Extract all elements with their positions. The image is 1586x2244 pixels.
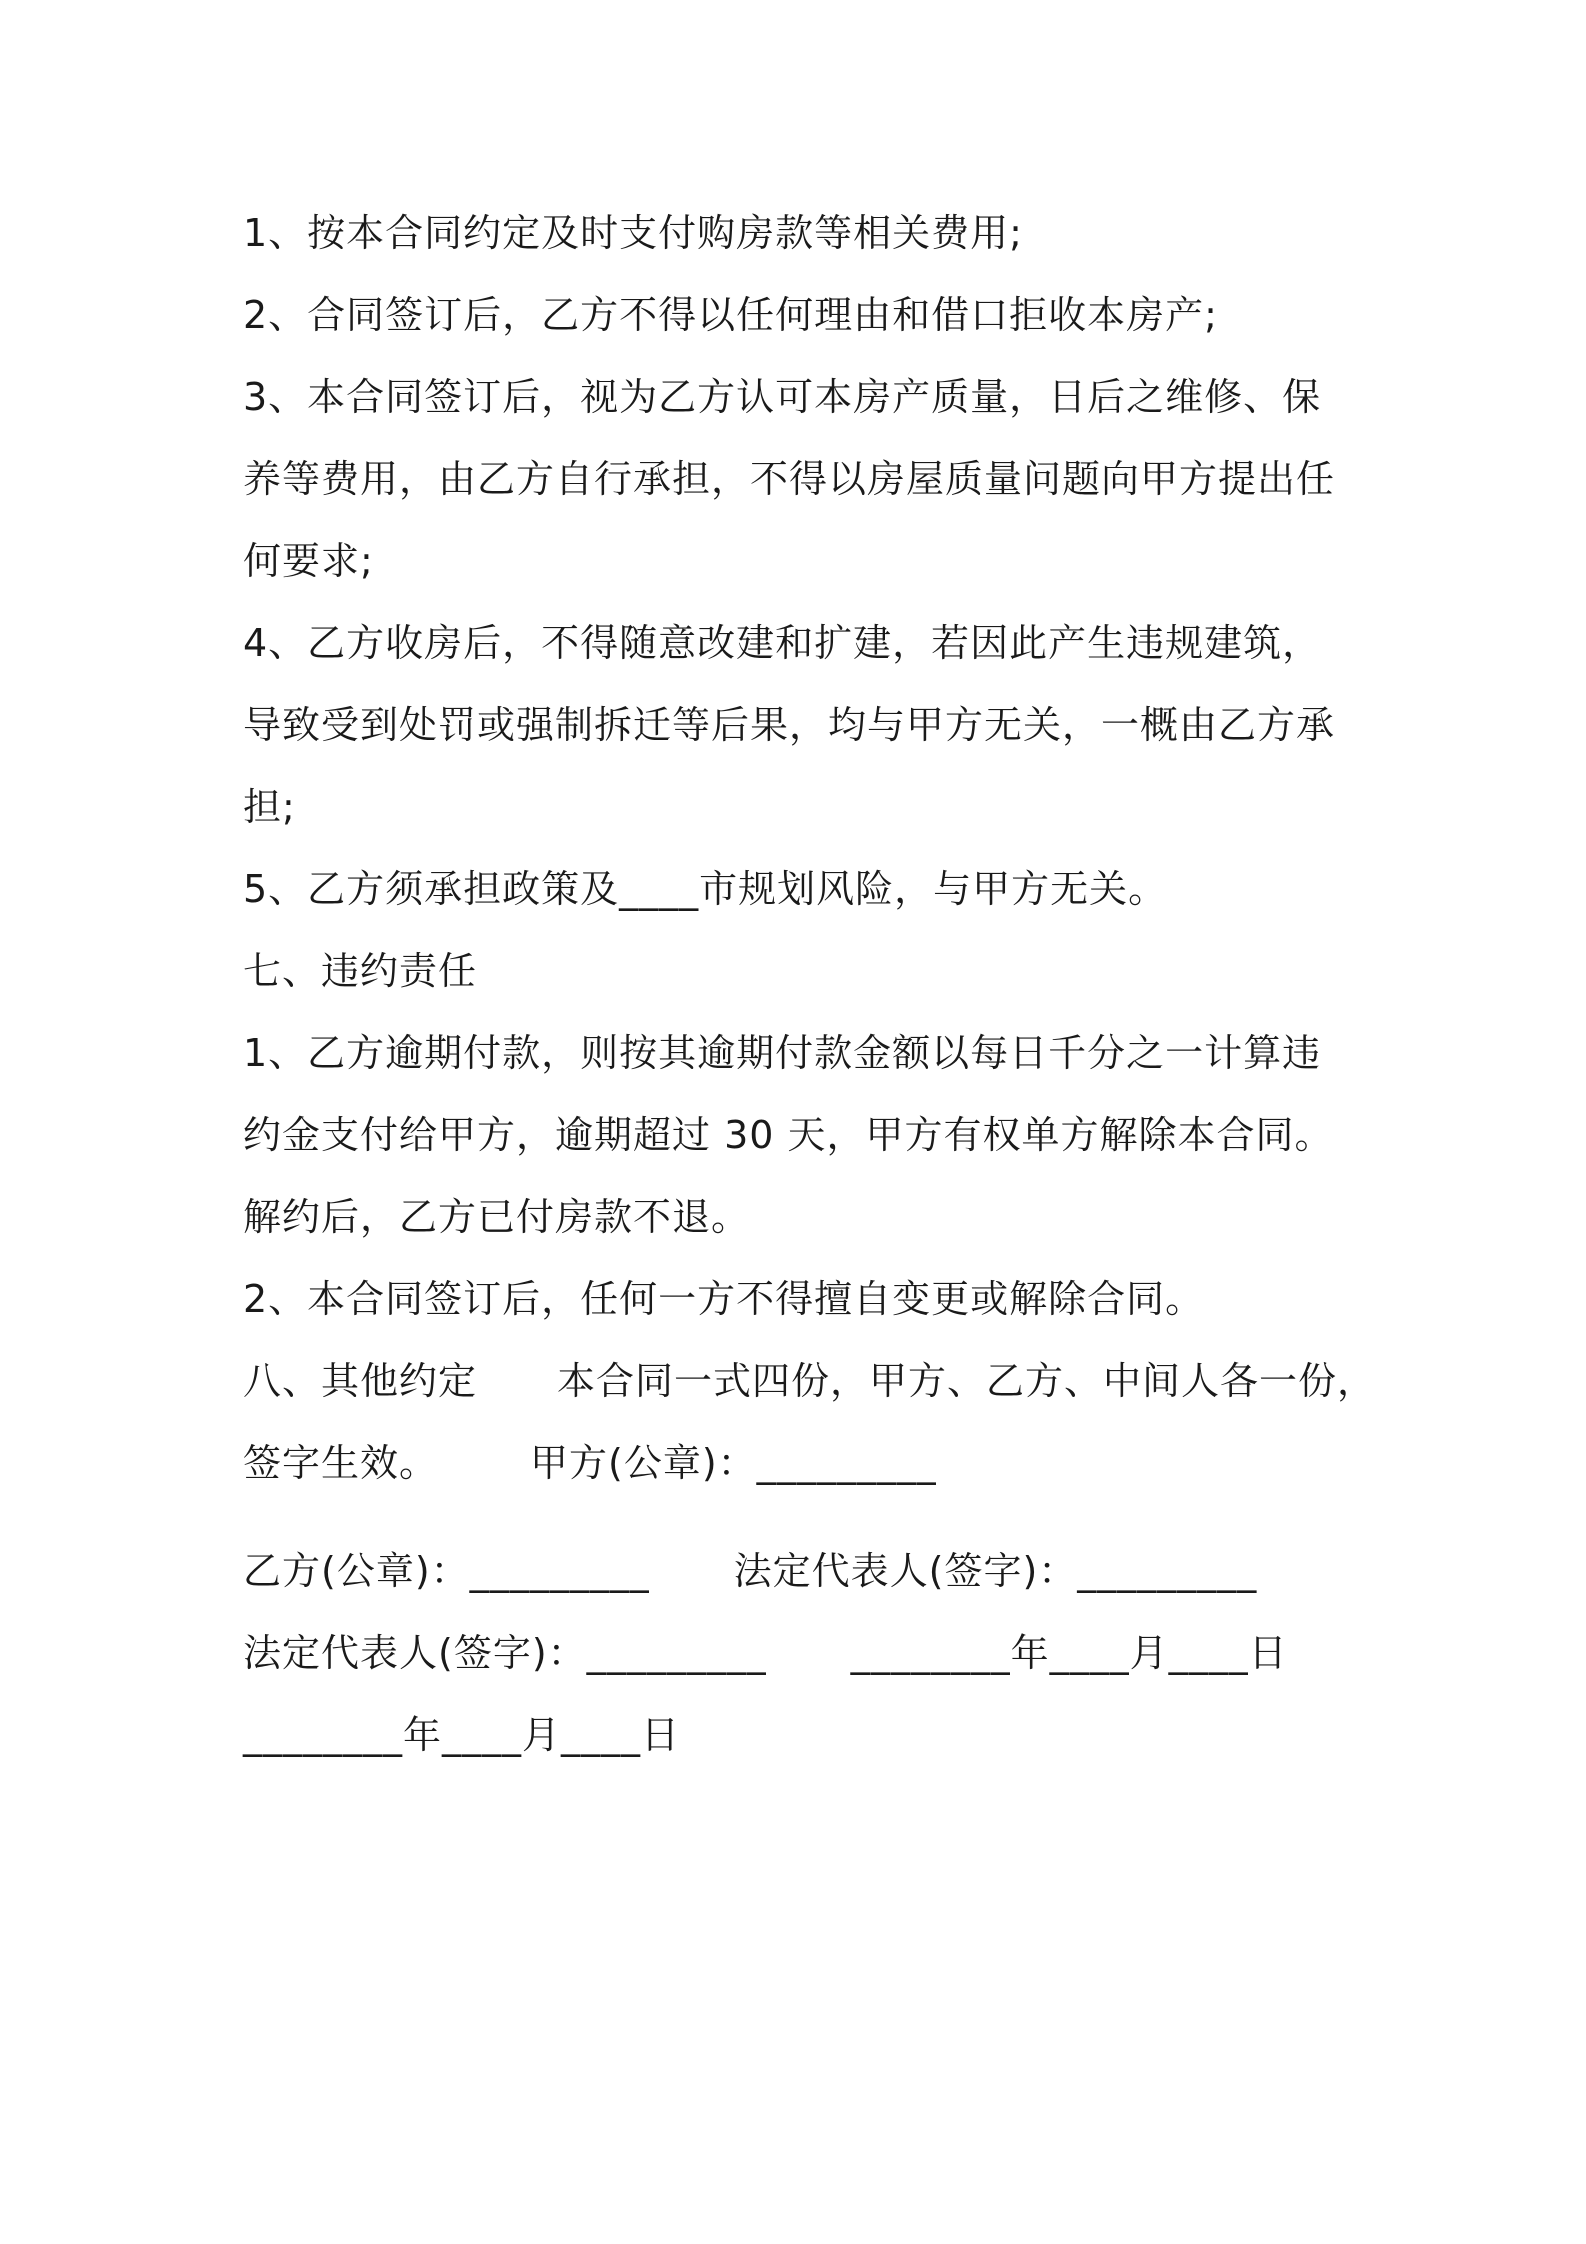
date-b-field: ________年____月____日 xyxy=(243,1713,681,1757)
breach-item-1-line-1: 1、乙方逾期付款，则按其逾期付款金额以每日千分之一计算违 xyxy=(243,1031,1322,1075)
party-b-row xyxy=(243,1548,1363,1594)
sign-effect-row xyxy=(243,1440,1363,1486)
section-8-row xyxy=(243,1358,1377,1404)
date-a-field: ________年____月____日 xyxy=(850,1631,1288,1675)
duty-item-4-line-3: 担; xyxy=(243,785,296,829)
duty-item-3-line-3: 何要求; xyxy=(243,539,374,583)
duty-item-4-line-1: 4、乙方收房后，不得随意改建和扩建，若因此产生违规建筑， xyxy=(243,621,1322,665)
duty-item-3-line-2: 养等费用，由乙方自行承担，不得以房屋质量问题向甲方提出任 xyxy=(243,457,1336,501)
section-7-title: 七、违约责任 xyxy=(243,949,478,993)
section-8-title: 八、其他约定 xyxy=(243,1359,478,1403)
duty-item-3-line-1: 3、本合同签订后，视为乙方认可本房产质量，日后之维修、保 xyxy=(243,375,1322,419)
party-b-seal-field: 乙方(公章)：_________ xyxy=(243,1549,650,1593)
duty-item-4-line-2: 导致受到处罚或强制拆迁等后果，均与甲方无关，一概由乙方承 xyxy=(243,703,1336,747)
section-8-text: 本合同一式四份，甲方、乙方、中间人各一份， xyxy=(557,1359,1377,1403)
breach-item-2: 2、本合同签订后，任何一方不得擅自变更或解除合同。 xyxy=(243,1277,1205,1321)
duty-item-2: 2、合同签订后，乙方不得以任何理由和借口拒收本房产; xyxy=(243,293,1218,337)
legal-rep-a-field: 法定代表人(签字)：_________ xyxy=(733,1549,1258,1593)
sign-effect-text: 签字生效。 xyxy=(243,1441,439,1485)
duty-item-5: 5、乙方须承担政策及____市规划风险，与甲方无关。 xyxy=(243,867,1168,911)
legal-rep-row xyxy=(243,1630,1363,1676)
duty-item-1: 1、按本合同约定及时支付购房款等相关费用; xyxy=(243,211,1023,255)
legal-rep-b-field: 法定代表人(签字)：_________ xyxy=(243,1631,767,1675)
party-a-seal-field: 甲方(公章)：_________ xyxy=(530,1441,937,1485)
breach-item-1-line-2: 约金支付给甲方，逾期超过 30 天，甲方有权单方解除本合同。 xyxy=(243,1113,1334,1157)
breach-item-1-line-3: 解约后，乙方已付房款不退。 xyxy=(243,1195,751,1239)
